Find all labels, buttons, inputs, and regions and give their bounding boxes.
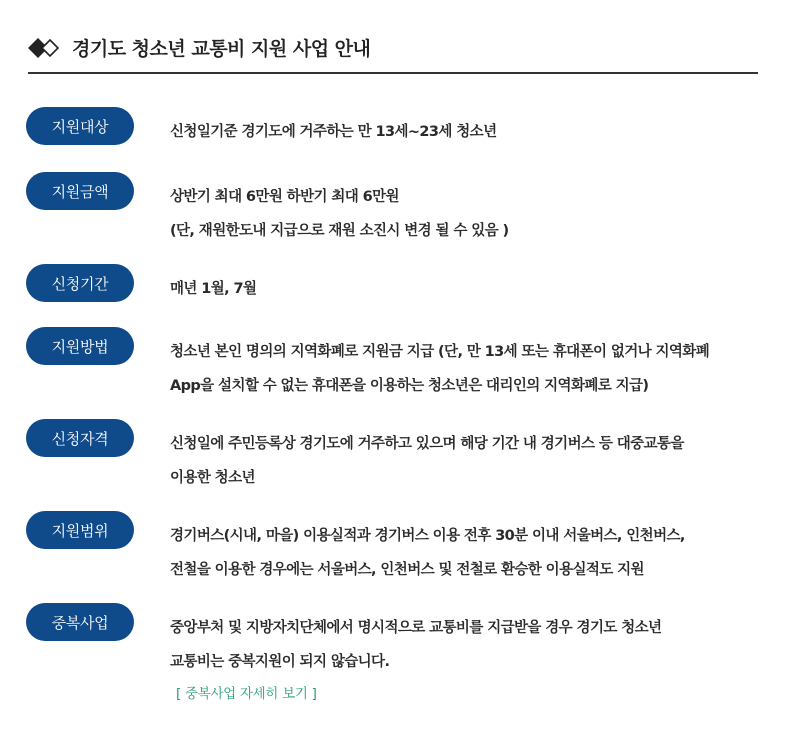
info-content <box>170 427 770 495</box>
badge-period: 신청기간 <box>26 264 134 302</box>
info-line: 신청일기준 경기도에 거주하는 만 13세~23세 청소년 <box>170 124 497 140</box>
info-line: 상반기 최대 6만원 하반기 최대 6만원 <box>170 189 399 205</box>
badge-duplicate: 중복사업 <box>26 603 134 641</box>
info-line: 매년 1월, 7월 <box>170 281 257 297</box>
info-content <box>170 611 770 679</box>
info-content <box>170 115 770 149</box>
page-header <box>28 30 758 74</box>
info-line: 중앙부처 및 지방자치단체에서 명시적으로 교통비를 지급받을 경우 경기도 청소년 <box>170 620 662 636</box>
info-line: 신청일에 주민등록상 경기도에 거주하고 있으며 해당 기간 내 경기버스 등 대중교통을 <box>170 436 684 452</box>
info-line: 청소년 본인 명의의 지역화폐로 지원금 지급 (단, 만 13세 또는 휴대폰이 없거나 지역화폐 <box>170 344 710 360</box>
info-content <box>170 519 770 587</box>
diamond-bullet-icon <box>28 38 62 58</box>
badge-method: 지원방법 <box>26 327 134 365</box>
info-line: 전철을 이용한 경우에는 서울버스, 인천버스 및 전철로 환승한 이용실적도 지원 <box>170 562 644 578</box>
info-content <box>170 272 770 306</box>
info-line: 이용한 청소년 <box>170 470 255 486</box>
info-line: 교통비는 중복지원이 되지 않습니다. <box>170 654 390 670</box>
badge-amount: 지원금액 <box>26 172 134 210</box>
info-line: 경기버스(시내, 마을) 이용실적과 경기버스 이용 전후 30분 이내 서울버스, 인천버스, <box>170 528 685 544</box>
info-content <box>170 335 770 403</box>
info-line: (단, 재원한도내 지급으로 재원 소진시 변경 될 수 있음 ) <box>170 223 509 239</box>
badge-target: 지원대상 <box>26 107 134 145</box>
info-line: App을 설치할 수 없는 휴대폰을 이용하는 청소년은 대리인의 지역화폐로 지급) <box>170 378 649 394</box>
badge-scope: 지원범위 <box>26 511 134 549</box>
page-title: 경기도 청소년 교통비 지원 사업 안내 <box>72 38 371 60</box>
badge-eligibility: 신청자격 <box>26 419 134 457</box>
duplicate-detail-link[interactable]: [ 중복사업 자세히 보기 ] <box>176 686 317 702</box>
info-content <box>170 180 770 248</box>
